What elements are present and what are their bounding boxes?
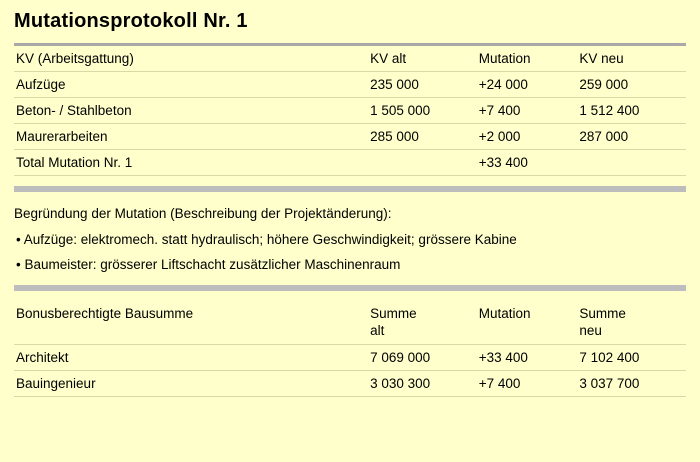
kv-row-label: Maurerarbeiten — [14, 124, 368, 150]
bonus-row-alt: 7 069 000 — [368, 345, 477, 371]
kv-row-alt — [368, 150, 477, 176]
bonus-header-sum-new-line2: neu — [579, 322, 602, 338]
document-header — [14, 0, 686, 39]
bonus-header-label: Bonusberechtigte Bausumme — [14, 301, 368, 345]
kv-row-alt: 235 000 — [368, 72, 477, 98]
bonus-row-alt: 3 030 300 — [368, 371, 477, 397]
bonus-header-sum-new — [577, 301, 686, 345]
bonus-row-neu: 7 102 400 — [577, 345, 686, 371]
bonus-header-sum-new-line1: Summe — [579, 305, 626, 321]
kv-row-neu: 1 512 400 — [577, 98, 686, 124]
kv-row-label: Beton- / Stahlbeton — [14, 98, 368, 124]
bonus-row-mutation: +7 400 — [477, 371, 578, 397]
kv-table — [14, 46, 686, 176]
separator-bar — [14, 186, 686, 192]
kv-row-neu — [577, 150, 686, 176]
bonus-row-mutation: +33 400 — [477, 345, 578, 371]
bonus-row-label: Bauingenieur — [14, 371, 368, 397]
bonus-row-neu: 3 037 700 — [577, 371, 686, 397]
section-separator-1 — [14, 186, 686, 192]
reason-bullet: • Baumeister: grösserer Liftschacht zusätzlicher Maschinenraum — [16, 257, 401, 273]
bonus-row-label: Architekt — [14, 345, 368, 371]
table-row — [14, 124, 686, 150]
section-separator-2 — [14, 285, 686, 291]
kv-row-alt: 285 000 — [368, 124, 477, 150]
table-row-total — [14, 150, 686, 176]
bonus-header-sum-old-line2: alt — [370, 322, 385, 338]
bonus-header-sum-old-line1: Summe — [370, 305, 417, 321]
table-row — [14, 98, 686, 124]
kv-row-label: Total Mutation Nr. 1 — [14, 150, 368, 176]
kv-header-alt: KV alt — [368, 46, 477, 72]
bonus-header-sum-old — [368, 301, 477, 345]
table-row — [14, 345, 686, 371]
reason-bullet: • Aufzüge: elektromech. statt hydraulisch; höhere Geschwindigkeit; grössere Kabine — [16, 231, 517, 247]
bonus-table — [14, 301, 686, 398]
kv-header-mutation: Mutation — [477, 46, 578, 72]
reason-intro: Begründung der Mutation (Beschreibung der Projektänderung): — [14, 206, 392, 221]
kv-row-neu: 259 000 — [577, 72, 686, 98]
kv-row-mutation: +24 000 — [477, 72, 578, 98]
kv-header-neu: KV neu — [577, 46, 686, 72]
page-title: Mutationsprotokoll Nr. 1 — [14, 10, 248, 32]
table-row — [14, 72, 686, 98]
kv-table-header-row — [14, 46, 686, 72]
kv-row-alt: 1 505 000 — [368, 98, 477, 124]
kv-row-mutation: +7 400 — [477, 98, 578, 124]
kv-row-mutation: +33 400 — [477, 150, 578, 176]
kv-header-label: KV (Arbeitsgattung) — [14, 46, 368, 72]
bonus-header-mutation: Mutation — [477, 301, 578, 345]
separator-bar — [14, 285, 686, 291]
kv-row-mutation: +2 000 — [477, 124, 578, 150]
kv-row-neu: 287 000 — [577, 124, 686, 150]
table-row — [14, 371, 686, 397]
reason-section — [14, 202, 686, 275]
bonus-table-header-row — [14, 301, 686, 345]
kv-row-label: Aufzüge — [14, 72, 368, 98]
